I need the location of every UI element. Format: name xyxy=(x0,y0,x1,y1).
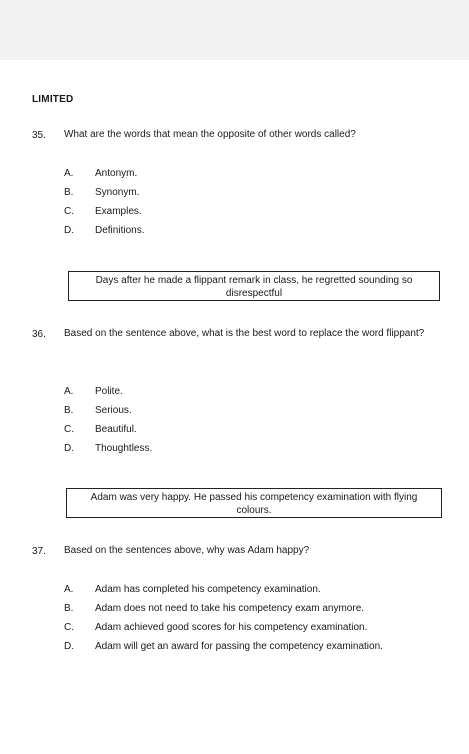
question-37-option-b-letter: B. xyxy=(64,603,74,614)
question-37-option-c-letter: C. xyxy=(64,622,74,633)
question-36-option-b[interactable]: Serious. xyxy=(95,405,132,416)
question-35-option-d-letter: D. xyxy=(64,225,74,236)
question-37-option-d[interactable]: Adam will get an award for passing the competency examination. xyxy=(95,641,383,652)
question-37-option-c[interactable]: Adam achieved good scores for his competency examination. xyxy=(95,622,368,633)
passage-box-36: Days after he made a flippant remark in class, he regretted sounding so disrespectful xyxy=(68,271,440,301)
question-36-text: Based on the sentence above, what is the best word to replace the word flippant? xyxy=(64,328,425,339)
question-35-option-c[interactable]: Examples. xyxy=(95,206,142,217)
question-36-option-c[interactable]: Beautiful. xyxy=(95,424,137,435)
question-35-option-a-letter: A. xyxy=(64,168,74,179)
question-36-option-b-letter: B. xyxy=(64,405,74,416)
question-36-option-a[interactable]: Polite. xyxy=(95,386,123,397)
question-36-option-d-letter: D. xyxy=(64,443,74,454)
page-header-label: LIMITED xyxy=(32,94,74,105)
question-37-option-a[interactable]: Adam has completed his competency examination. xyxy=(95,584,321,595)
question-35-option-a[interactable]: Antonym. xyxy=(95,168,138,179)
question-37-option-b[interactable]: Adam does not need to take his competency exam anymore. xyxy=(95,603,365,614)
question-35-option-c-letter: C. xyxy=(64,206,74,217)
passage-box-37: Adam was very happy. He passed his competency examination with flying colours. xyxy=(66,488,442,518)
question-36-option-c-letter: C. xyxy=(64,424,74,435)
question-37-option-d-letter: D. xyxy=(64,641,74,652)
question-35-option-b[interactable]: Synonym. xyxy=(95,187,140,198)
question-37-option-a-letter: A. xyxy=(64,584,74,595)
question-35-number: 35. xyxy=(32,130,46,141)
question-37-number: 37. xyxy=(32,546,46,557)
question-35-option-b-letter: B. xyxy=(64,187,74,198)
question-36-option-d[interactable]: Thoughtless. xyxy=(95,443,153,454)
top-bar xyxy=(0,0,469,60)
question-35-option-d[interactable]: Definitions. xyxy=(95,225,145,236)
question-36-number: 36. xyxy=(32,329,46,340)
question-36-option-a-letter: A. xyxy=(64,386,74,397)
question-35-text: What are the words that mean the opposite of other words called? xyxy=(64,129,356,140)
question-37-text: Based on the sentences above, why was Adam happy? xyxy=(64,545,310,556)
